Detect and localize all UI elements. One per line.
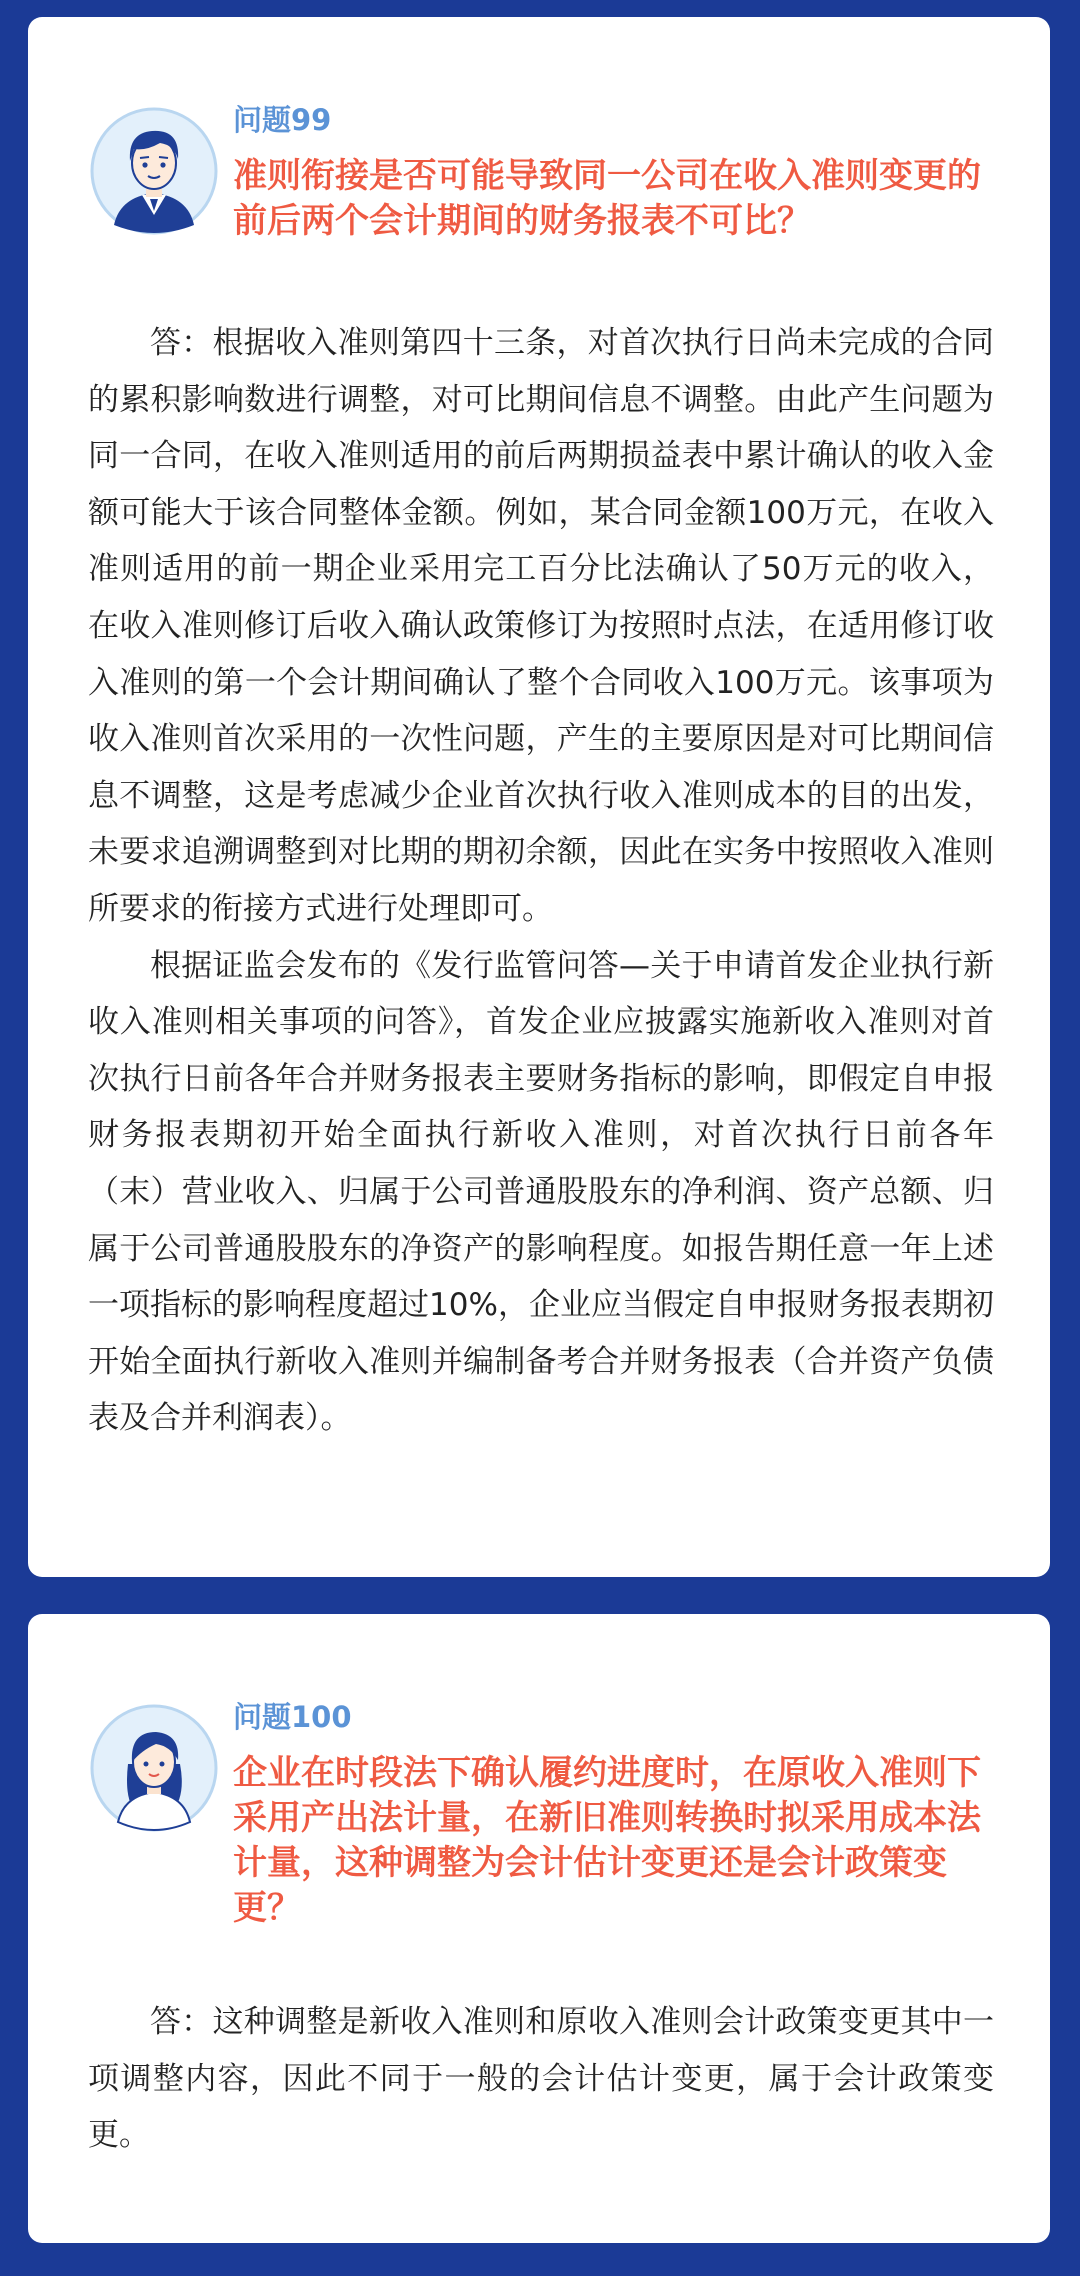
question-card-100 (28, 1614, 1050, 2243)
question-number: 问题100 (233, 1700, 352, 1734)
question-title: 企业在时段法下确认履约进度时，在原收入准则下采用产出法计量，在新旧准则转换时拟采用成本法计量，这种调整为会计估计变更还是会计政策变更？ (233, 1753, 981, 1928)
question-card-99 (28, 17, 1050, 1577)
question-title: 准则衔接是否可能导致同一公司在收入准则变更的前后两个会计期间的财务报表不可比？ (233, 156, 981, 241)
answer-paragraph: 答：根据收入准则第四十三条，对首次执行日尚未完成的合同的累积影响数进行调整，对可比期间信息不调整。由此产生问题为同一合同，在收入准则适用的前后两期损益表中累计确认的收入金额可能大于该合同整体金额。例如，某合同金额100万元，在收入准则适用的前一期企业采用完工百分比法确认了50万元的收入，在收入准则修订后收入确认政策修订为按照时点法，在适用修订收入准则的第一个会计期间确认了整个合同收入100万元。该事项为收入准则首次采用的一次性问题，产生的主要原因是对可比期间信息不调整，这是考虑减少企业首次执行收入准则成本的目的出发，未要求追溯调整到对比期的期初余额，因此在实务中按照收入准则所要求的衔接方式进行处理即可。 (88, 325, 994, 927)
answer-paragraph: 答：这种调整是新收入准则和原收入准则会计政策变更其中一项调整内容，因此不同于一般的会计估计变更，属于会计政策变更。 (88, 2004, 994, 2154)
male-avatar-icon (90, 107, 218, 235)
answer-text (88, 1994, 994, 2164)
female-avatar-icon (90, 1704, 218, 1832)
question-number: 问题99 (233, 103, 332, 137)
answer-paragraph: 根据证监会发布的《发行监管问答—关于申请首发企业执行新收入准则相关事项的问答》，首发企业应披露实施新收入准则对首次执行日前各年合并财务报表主要财务指标的影响，即假定自申报财务报表期初开始全面执行新收入准则，对首次执行日前各年（末）营业收入、归属于公司普通股股东的净利润、资产总额、归属于公司普通股股东的净资产的影响程度。如报告期任意一年上述一项指标的影响程度超过10%，企业应当假定自申报财务报表期初开始全面执行新收入准则并编制备考合并财务报表（合并资产负债表及合并利润表）。 (88, 947, 994, 1437)
answer-text (88, 315, 994, 1447)
